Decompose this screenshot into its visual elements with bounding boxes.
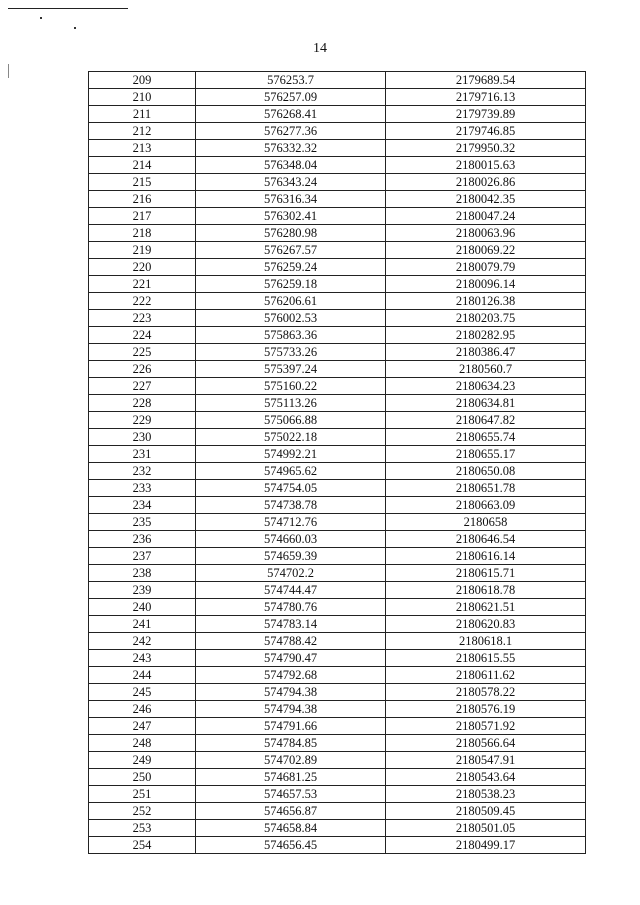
table-row: [89, 276, 586, 293]
point-number-cell: 236: [89, 531, 196, 548]
point-number-cell: 231: [89, 446, 196, 463]
point-number-cell: 238: [89, 565, 196, 582]
table-row: [89, 446, 586, 463]
y-coordinate-cell: 2180618.1: [386, 633, 586, 650]
y-coordinate-cell: 2180386.47: [386, 344, 586, 361]
x-coordinate-cell: 576259.24: [196, 259, 386, 276]
y-coordinate-cell: 2179746.85: [386, 123, 586, 140]
point-number-cell: 228: [89, 395, 196, 412]
y-coordinate-cell: 2180578.22: [386, 684, 586, 701]
table-row: [89, 106, 586, 123]
point-number-cell: 213: [89, 140, 196, 157]
point-number-cell: 254: [89, 837, 196, 854]
y-coordinate-cell: 2180616.14: [386, 548, 586, 565]
point-number-cell: 211: [89, 106, 196, 123]
table-row: [89, 667, 586, 684]
y-coordinate-cell: 2180646.54: [386, 531, 586, 548]
point-number-cell: 225: [89, 344, 196, 361]
point-number-cell: 247: [89, 718, 196, 735]
x-coordinate-cell: 574788.42: [196, 633, 386, 650]
y-coordinate-cell: 2180576.19: [386, 701, 586, 718]
table-row: [89, 803, 586, 820]
x-coordinate-cell: 576002.53: [196, 310, 386, 327]
y-coordinate-cell: 2180615.55: [386, 650, 586, 667]
x-coordinate-cell: 576268.41: [196, 106, 386, 123]
x-coordinate-cell: 576348.04: [196, 157, 386, 174]
point-number-cell: 219: [89, 242, 196, 259]
table-row: [89, 378, 586, 395]
x-coordinate-cell: 574790.47: [196, 650, 386, 667]
point-number-cell: 248: [89, 735, 196, 752]
point-number-cell: 218: [89, 225, 196, 242]
y-coordinate-cell: 2180611.62: [386, 667, 586, 684]
point-number-cell: 212: [89, 123, 196, 140]
y-coordinate-cell: 2180650.08: [386, 463, 586, 480]
x-coordinate-cell: 575113.26: [196, 395, 386, 412]
x-coordinate-cell: 575022.18: [196, 429, 386, 446]
y-coordinate-cell: 2180015.63: [386, 157, 586, 174]
table-row: [89, 531, 586, 548]
y-coordinate-cell: 2180571.92: [386, 718, 586, 735]
table-row: [89, 684, 586, 701]
x-coordinate-cell: 574784.85: [196, 735, 386, 752]
point-number-cell: 221: [89, 276, 196, 293]
point-number-cell: 214: [89, 157, 196, 174]
point-number-cell: 237: [89, 548, 196, 565]
point-number-cell: 253: [89, 820, 196, 837]
y-coordinate-cell: 2180096.14: [386, 276, 586, 293]
point-number-cell: 235: [89, 514, 196, 531]
point-number-cell: 224: [89, 327, 196, 344]
y-coordinate-cell: 2180655.17: [386, 446, 586, 463]
point-number-cell: 216: [89, 191, 196, 208]
y-coordinate-cell: 2179689.54: [386, 72, 586, 89]
point-number-cell: 242: [89, 633, 196, 650]
point-number-cell: 251: [89, 786, 196, 803]
x-coordinate-cell: 574656.87: [196, 803, 386, 820]
table-row: [89, 514, 586, 531]
x-coordinate-cell: 576253.7: [196, 72, 386, 89]
table-row: [89, 310, 586, 327]
y-coordinate-cell: 2179716.13: [386, 89, 586, 106]
y-coordinate-cell: 2179739.89: [386, 106, 586, 123]
table-row: [89, 89, 586, 106]
table-row: [89, 565, 586, 582]
y-coordinate-cell: 2180203.75: [386, 310, 586, 327]
table-row: [89, 242, 586, 259]
y-coordinate-cell: 2180026.86: [386, 174, 586, 191]
y-coordinate-cell: 2179950.32: [386, 140, 586, 157]
point-number-cell: 223: [89, 310, 196, 327]
table-row: [89, 497, 586, 514]
x-coordinate-cell: 574657.53: [196, 786, 386, 803]
x-coordinate-cell: 576206.61: [196, 293, 386, 310]
point-number-cell: 232: [89, 463, 196, 480]
table-row: [89, 123, 586, 140]
table-row: [89, 191, 586, 208]
x-coordinate-cell: 574794.38: [196, 701, 386, 718]
x-coordinate-cell: 575733.26: [196, 344, 386, 361]
point-number-cell: 252: [89, 803, 196, 820]
x-coordinate-cell: 574712.76: [196, 514, 386, 531]
point-number-cell: 226: [89, 361, 196, 378]
x-coordinate-cell: 576280.98: [196, 225, 386, 242]
y-coordinate-cell: 2180042.35: [386, 191, 586, 208]
y-coordinate-cell: 2180566.64: [386, 735, 586, 752]
y-coordinate-cell: 2180647.82: [386, 412, 586, 429]
point-number-cell: 245: [89, 684, 196, 701]
point-number-cell: 229: [89, 412, 196, 429]
x-coordinate-cell: 575863.36: [196, 327, 386, 344]
point-number-cell: 250: [89, 769, 196, 786]
y-coordinate-cell: 2180543.64: [386, 769, 586, 786]
y-coordinate-cell: 2180126.38: [386, 293, 586, 310]
y-coordinate-cell: 2180634.23: [386, 378, 586, 395]
x-coordinate-cell: 574659.39: [196, 548, 386, 565]
y-coordinate-cell: 2180547.91: [386, 752, 586, 769]
table-row: [89, 650, 586, 667]
x-coordinate-cell: 574992.21: [196, 446, 386, 463]
y-coordinate-cell: 2180651.78: [386, 480, 586, 497]
table-row: [89, 361, 586, 378]
coordinates-table-body: [89, 72, 586, 854]
x-coordinate-cell: 576302.41: [196, 208, 386, 225]
scan-artifact-dot: [74, 27, 76, 29]
table-row: [89, 344, 586, 361]
point-number-cell: 230: [89, 429, 196, 446]
table-row: [89, 582, 586, 599]
x-coordinate-cell: 576343.24: [196, 174, 386, 191]
x-coordinate-cell: 574965.62: [196, 463, 386, 480]
point-number-cell: 239: [89, 582, 196, 599]
table-row: [89, 140, 586, 157]
y-coordinate-cell: 2180634.81: [386, 395, 586, 412]
y-coordinate-cell: 2180620.83: [386, 616, 586, 633]
coordinates-table: [88, 71, 586, 854]
point-number-cell: 246: [89, 701, 196, 718]
table-row: [89, 412, 586, 429]
x-coordinate-cell: 574656.45: [196, 837, 386, 854]
table-row: [89, 599, 586, 616]
scan-artifact-dot: [40, 17, 42, 19]
y-coordinate-cell: 2180509.45: [386, 803, 586, 820]
table-row: [89, 786, 586, 803]
point-number-cell: 209: [89, 72, 196, 89]
table-row: [89, 633, 586, 650]
point-number-cell: 233: [89, 480, 196, 497]
x-coordinate-cell: 574681.25: [196, 769, 386, 786]
x-coordinate-cell: 574658.84: [196, 820, 386, 837]
x-coordinate-cell: 574780.76: [196, 599, 386, 616]
x-coordinate-cell: 574738.78: [196, 497, 386, 514]
x-coordinate-cell: 574754.05: [196, 480, 386, 497]
point-number-cell: 234: [89, 497, 196, 514]
y-coordinate-cell: 2180069.22: [386, 242, 586, 259]
y-coordinate-cell: 2180615.71: [386, 565, 586, 582]
table-row: [89, 429, 586, 446]
point-number-cell: 243: [89, 650, 196, 667]
table-row: [89, 837, 586, 854]
x-coordinate-cell: 574702.89: [196, 752, 386, 769]
x-coordinate-cell: 574702.2: [196, 565, 386, 582]
y-coordinate-cell: 2180560.7: [386, 361, 586, 378]
point-number-cell: 215: [89, 174, 196, 191]
y-coordinate-cell: 2180047.24: [386, 208, 586, 225]
y-coordinate-cell: 2180621.51: [386, 599, 586, 616]
table-row: [89, 327, 586, 344]
table-row: [89, 259, 586, 276]
point-number-cell: 222: [89, 293, 196, 310]
table-row: [89, 225, 586, 242]
x-coordinate-cell: 576257.09: [196, 89, 386, 106]
x-coordinate-cell: 575160.22: [196, 378, 386, 395]
point-number-cell: 210: [89, 89, 196, 106]
x-coordinate-cell: 574660.03: [196, 531, 386, 548]
table-row: [89, 293, 586, 310]
y-coordinate-cell: 2180655.74: [386, 429, 586, 446]
x-coordinate-cell: 576259.18: [196, 276, 386, 293]
x-coordinate-cell: 576277.36: [196, 123, 386, 140]
x-coordinate-cell: 574744.47: [196, 582, 386, 599]
x-coordinate-cell: 576267.57: [196, 242, 386, 259]
y-coordinate-cell: 2180663.09: [386, 497, 586, 514]
table-row: [89, 548, 586, 565]
table-row: [89, 769, 586, 786]
point-number-cell: 241: [89, 616, 196, 633]
table-row: [89, 208, 586, 225]
table-row: [89, 820, 586, 837]
table-row: [89, 480, 586, 497]
table-row: [89, 463, 586, 480]
y-coordinate-cell: 2180538.23: [386, 786, 586, 803]
table-row: [89, 174, 586, 191]
point-number-cell: 240: [89, 599, 196, 616]
x-coordinate-cell: 575397.24: [196, 361, 386, 378]
point-number-cell: 220: [89, 259, 196, 276]
x-coordinate-cell: 576332.32: [196, 140, 386, 157]
x-coordinate-cell: 574791.66: [196, 718, 386, 735]
scan-artifact-line: [8, 64, 9, 78]
y-coordinate-cell: 2180658: [386, 514, 586, 531]
y-coordinate-cell: 2180282.95: [386, 327, 586, 344]
y-coordinate-cell: 2180079.79: [386, 259, 586, 276]
page-number: 14: [313, 41, 327, 56]
point-number-cell: 244: [89, 667, 196, 684]
point-number-cell: 249: [89, 752, 196, 769]
x-coordinate-cell: 574792.68: [196, 667, 386, 684]
table-row: [89, 735, 586, 752]
y-coordinate-cell: 2180501.05: [386, 820, 586, 837]
point-number-cell: 227: [89, 378, 196, 395]
y-coordinate-cell: 2180063.96: [386, 225, 586, 242]
x-coordinate-cell: 575066.88: [196, 412, 386, 429]
y-coordinate-cell: 2180499.17: [386, 837, 586, 854]
table-row: [89, 752, 586, 769]
table-row: [89, 718, 586, 735]
table-row: [89, 157, 586, 174]
y-coordinate-cell: 2180618.78: [386, 582, 586, 599]
table-row: [89, 701, 586, 718]
table-row: [89, 616, 586, 633]
scan-artifact-line: [8, 8, 128, 9]
table-row: [89, 395, 586, 412]
x-coordinate-cell: 576316.34: [196, 191, 386, 208]
table-row: [89, 72, 586, 89]
x-coordinate-cell: 574783.14: [196, 616, 386, 633]
x-coordinate-cell: 574794.38: [196, 684, 386, 701]
point-number-cell: 217: [89, 208, 196, 225]
